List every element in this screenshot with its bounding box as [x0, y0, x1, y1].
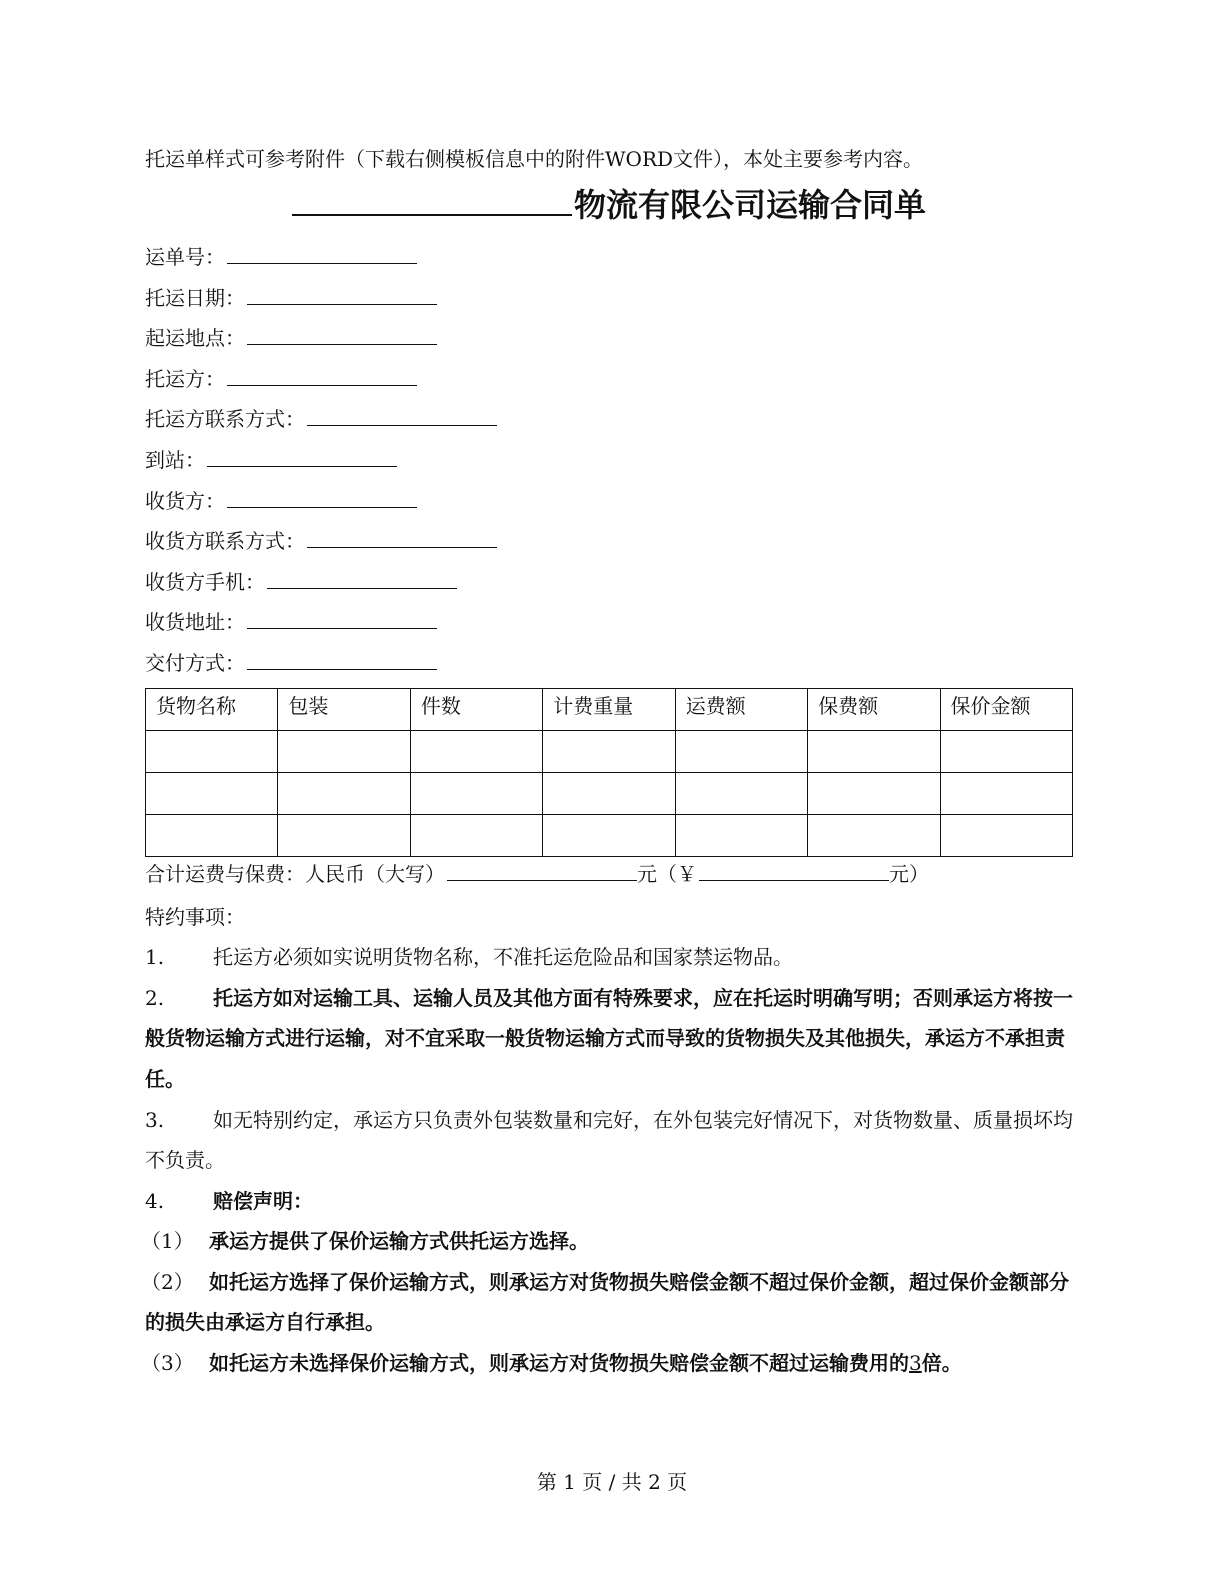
table-cell[interactable] [278, 772, 410, 814]
clause-4-2: （2） 如托运方选择了保价运输方式，则承运方对货物损失赔偿金额不超过保价金额，超过保价金额部分的损失由承运方自行承担。 [141, 1269, 1069, 1335]
table-cell[interactable] [146, 772, 278, 814]
field-ship-date: 托运日期： [145, 278, 1073, 319]
consignee-blank[interactable] [227, 485, 417, 508]
document-title [145, 181, 1073, 229]
header-note: 托运单样式可参考附件（下载右侧模板信息中的附件WORD文件），本处主要参考内容。 [145, 147, 924, 171]
table-cell[interactable] [278, 814, 410, 856]
table-row [146, 772, 1073, 814]
special-terms-heading: 特约事项： [145, 904, 245, 929]
field-origin: 起运地点： [145, 318, 1073, 359]
field-destination: 到站： [145, 440, 1073, 481]
table-cell[interactable] [146, 814, 278, 856]
table-cell[interactable] [808, 814, 940, 856]
clause-4: 4. 赔偿声明： [145, 1188, 313, 1213]
total-fee-line: 合计运费与保费：人民币（大写） 元（￥ 元） [145, 861, 929, 886]
header-billing-weight: 计费重量 [543, 688, 675, 730]
ship-date-blank[interactable] [247, 282, 437, 305]
field-waybill-no: 运单号： [145, 237, 1073, 278]
field-list [145, 237, 1073, 684]
table-cell[interactable] [410, 814, 542, 856]
total-uppercase-blank[interactable] [447, 860, 637, 881]
consignee-mobile-blank[interactable] [267, 566, 457, 589]
table-cell[interactable] [410, 730, 542, 772]
document-body [141, 143, 1073, 1384]
table-cell[interactable] [543, 730, 675, 772]
destination-blank[interactable] [207, 444, 397, 467]
table-cell[interactable] [278, 730, 410, 772]
field-shipper: 托运方： [145, 359, 1073, 400]
table-cell[interactable] [940, 772, 1072, 814]
page-footer: 第 1 页 / 共 2 页 [536, 1470, 688, 1494]
origin-blank[interactable] [247, 322, 437, 345]
compensation-multiple: 3 [909, 1351, 922, 1376]
delivery-method-blank[interactable] [247, 647, 437, 670]
table-cell[interactable] [675, 814, 807, 856]
clause-4-3: （3） 如托运方未选择保价运输方式，则承运方对货物损失赔偿金额不超过运输费用的3倍。 [141, 1351, 962, 1376]
delivery-address-blank[interactable] [247, 606, 437, 629]
header-freight: 运费额 [675, 688, 807, 730]
table-cell[interactable] [543, 772, 675, 814]
table-row [146, 730, 1073, 772]
header-quantity: 件数 [410, 688, 542, 730]
company-name-blank[interactable] [292, 184, 572, 216]
table-row [146, 814, 1073, 856]
table-cell[interactable] [808, 772, 940, 814]
table-cell[interactable] [808, 730, 940, 772]
field-delivery-method: 交付方式： [145, 643, 1073, 684]
table-cell[interactable] [940, 730, 1072, 772]
field-consignee-contact: 收货方联系方式： [145, 521, 1073, 562]
header-insurance-fee: 保费额 [808, 688, 940, 730]
total-amount-blank[interactable] [699, 860, 889, 881]
consignee-contact-blank[interactable] [307, 525, 497, 548]
title-text: 物流有限公司运输合同单 [573, 186, 926, 224]
header-declared-value: 保价金额 [940, 688, 1072, 730]
field-delivery-address: 收货地址： [145, 602, 1073, 643]
clause-2: 2. 托运方如对运输工具、运输人员及其他方面有特殊要求，应在托运时明确写明；否则承运方将按一般货物运输方式进行运输，对不宜采取一般货物运输方式而导致的货物损失及其他损失，承运方不承担责任。 [145, 985, 1073, 1091]
goods-table [145, 688, 1073, 857]
table-cell[interactable] [940, 814, 1072, 856]
header-goods-name: 货物名称 [146, 688, 278, 730]
table-cell[interactable] [675, 730, 807, 772]
clause-3: 3. 如无特别约定，承运方只负责外包装数量和完好，在外包装完好情况下，对货物数量、质量损坏均不负责。 [145, 1107, 1073, 1173]
table-header-row [146, 688, 1073, 730]
table-cell[interactable] [543, 814, 675, 856]
table-cell[interactable] [410, 772, 542, 814]
clause-1: 1. 托运方必须如实说明货物名称，不准托运危险品和国家禁运物品。 [145, 945, 793, 970]
shipper-blank[interactable] [227, 363, 417, 386]
table-cell[interactable] [675, 772, 807, 814]
clause-4-1: （1） 承运方提供了保价运输方式供托运方选择。 [141, 1229, 589, 1254]
field-consignee-mobile: 收货方手机： [145, 562, 1073, 603]
header-packaging: 包装 [278, 688, 410, 730]
shipper-contact-blank[interactable] [307, 403, 497, 426]
field-shipper-contact: 托运方联系方式： [145, 399, 1073, 440]
field-consignee: 收货方： [145, 481, 1073, 522]
waybill-no-blank[interactable] [227, 241, 417, 264]
table-cell[interactable] [146, 730, 278, 772]
